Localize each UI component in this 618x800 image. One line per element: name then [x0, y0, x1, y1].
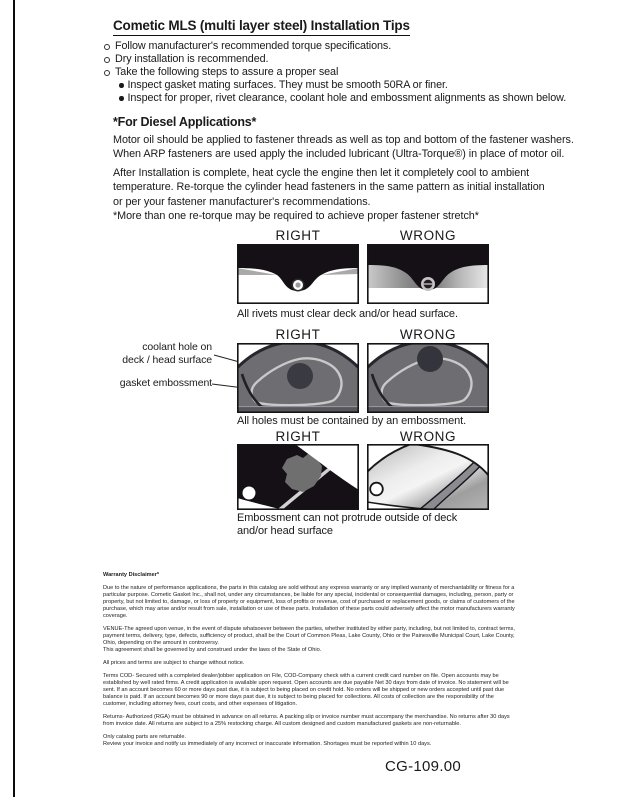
bullet-text: Inspect gasket mating surfaces. They must be smooth 50RA or finer. — [127, 79, 448, 91]
returns-paragraph: Returns- Authorized (RGA) must be obtained in advance on all returns. A packing slip or invoice number must accompany the merchandise. No returns after 30 days from invoice date. All returns are subject to a 25% restocking charge. All custom designed and custom manufactured gaskets are non-returnable. — [103, 714, 510, 727]
gasket-embossment-annotation: gasket embossment — [119, 377, 212, 389]
embossment-wrong-diagram — [367, 343, 489, 413]
protrusion-wrong-diagram — [367, 444, 489, 510]
bullet-text: Follow manufacturer's recommended torque specifications. — [115, 40, 392, 52]
text-line: When ARP fasteners are used apply the included lubricant (Ultra-Torque®) in place of motor oil. — [113, 148, 565, 161]
text-line: VENUE-The agreed upon venue, in the event of dispute whatsoever between the parties, whether instituted by either party, including, but not limited to, contract terms, payment terms, delivery, type, defects, sufficiency of product, shall be the Court of Common Pleas, Lake County, Ohio or the Painesville Municipal Court, Lake County, Ohio, depending on the amount in controversy. — [103, 626, 515, 646]
rivet-caption: All rivets must clear deck and/or head surface. — [237, 308, 458, 320]
warranty-disclaimer — [103, 572, 517, 754]
text-line: or per your fastener manufacturer's recommendations. — [113, 195, 371, 208]
rivet-wrong-diagram — [367, 244, 489, 304]
catalog-paragraph — [103, 734, 517, 748]
retorque-note: *More than one re-torque may be required to achieve proper fastener stretch* — [113, 210, 479, 222]
terms-paragraph: Terms COD- Secured with a completed dealer/jobber application on File, COD-Company check with a current credit card number on file. Open accounts may be established by well rated firms. A credit application is available upon request. Open accounts are due payable Net 30 days from date of invoice. No statement will be sent. If an account becomes 60 or more days past due, it is subject to being placed on credit hold. No orders will be shipped or new orders accepted until past due balance is paid. If an account becomes 90 or more days past due, it is subject to being placed for collections. All costs of collection are the responsibility of the customer, including attorney fees, court costs, and other expenses of litigation. — [103, 673, 509, 707]
venue-paragraph — [103, 626, 517, 654]
circle-bullet-icon — [104, 44, 110, 50]
protrusion-caption — [237, 512, 457, 538]
text-line: deck / head surface — [122, 353, 212, 366]
circle-bullet-icon — [104, 70, 110, 76]
right-label: RIGHT — [275, 429, 321, 444]
warranty-paragraph: Due to the nature of performance applications, the parts in this catalog are sold without any express warranty or any implied warranty of merchantability or fitness for a particular purpose. Cometic Gasket Inc., shall not, under any circumstances, be liable for any special, incidental or consequential damages, including, person, party or property, but not limited to, damage, or loss of property or equipment, loss of profits or revenue, cost of purchased or replacement goods, or claims of customers of the purchase, which may arise and/or result from sale, installation or use of these parts. Installation of these parts could adversely affect the motor manufacturers warranty coverage. — [103, 585, 515, 619]
right-label: RIGHT — [275, 327, 321, 342]
wrong-label: WRONG — [399, 228, 457, 243]
text-line: coolant hole on — [142, 341, 212, 353]
text-line: Only catalog parts are returnable. — [103, 734, 187, 740]
tips-list — [104, 40, 566, 105]
dot-bullet-icon — [119, 83, 124, 88]
list-item — [119, 92, 566, 105]
bullet-text: Dry installation is recommended. — [115, 53, 269, 65]
text-line: After Installation is complete, heat cycle the engine then let it completely cool to ambient — [113, 167, 530, 179]
circle-bullet-icon — [104, 57, 110, 63]
coolant-hole-annotation — [108, 341, 212, 366]
dot-bullet-icon — [119, 96, 124, 101]
list-item — [104, 53, 566, 66]
diesel-paragraph-1 — [113, 133, 574, 162]
bullet-text: Inspect for proper, rivet clearance, coolant hole and embossment alignments as shown below. — [127, 92, 567, 104]
diesel-paragraph-2 — [113, 166, 545, 209]
page-code: CG-109.00 — [385, 758, 462, 775]
holes-caption: All holes must be contained by an embossment. — [237, 415, 467, 427]
bullet-text: Take the following steps to assure a proper seal — [115, 66, 339, 78]
text-line: and/or head surface — [237, 525, 333, 537]
text-line: temperature. Re-torque the cylinder head fasteners in the same pattern as initial installation — [113, 181, 545, 194]
warranty-heading: Warranty Disclaimer* — [103, 572, 160, 578]
list-item — [104, 40, 566, 53]
wrong-label: WRONG — [399, 429, 457, 444]
text-line: This agreement shall be governed by and construed under the laws of the State of Ohio. — [103, 647, 322, 653]
right-label: RIGHT — [275, 228, 321, 243]
page-edge-line — [13, 0, 15, 797]
diesel-heading: *For Diesel Applications* — [113, 115, 257, 129]
wrong-label: WRONG — [399, 327, 457, 342]
page-title: Cometic MLS (multi layer steel) Installation Tips — [113, 18, 410, 36]
text-line: Embossment can not protrude outside of deck — [237, 512, 458, 524]
protrusion-right-diagram — [237, 444, 359, 510]
prices-paragraph: All prices and terms are subject to change without notice. — [103, 660, 245, 666]
text-line: Motor oil should be applied to fastener threads as well as top and bottom of the fastener washers. — [113, 134, 574, 146]
embossment-right-diagram — [237, 343, 359, 413]
rivet-right-diagram — [237, 244, 359, 304]
text-line: Review your invoice and notify us immediately of any incorrect or inaccurate information. Shortages must be reported within 10 days. — [103, 741, 432, 747]
list-item — [104, 66, 566, 79]
list-item — [119, 79, 566, 92]
